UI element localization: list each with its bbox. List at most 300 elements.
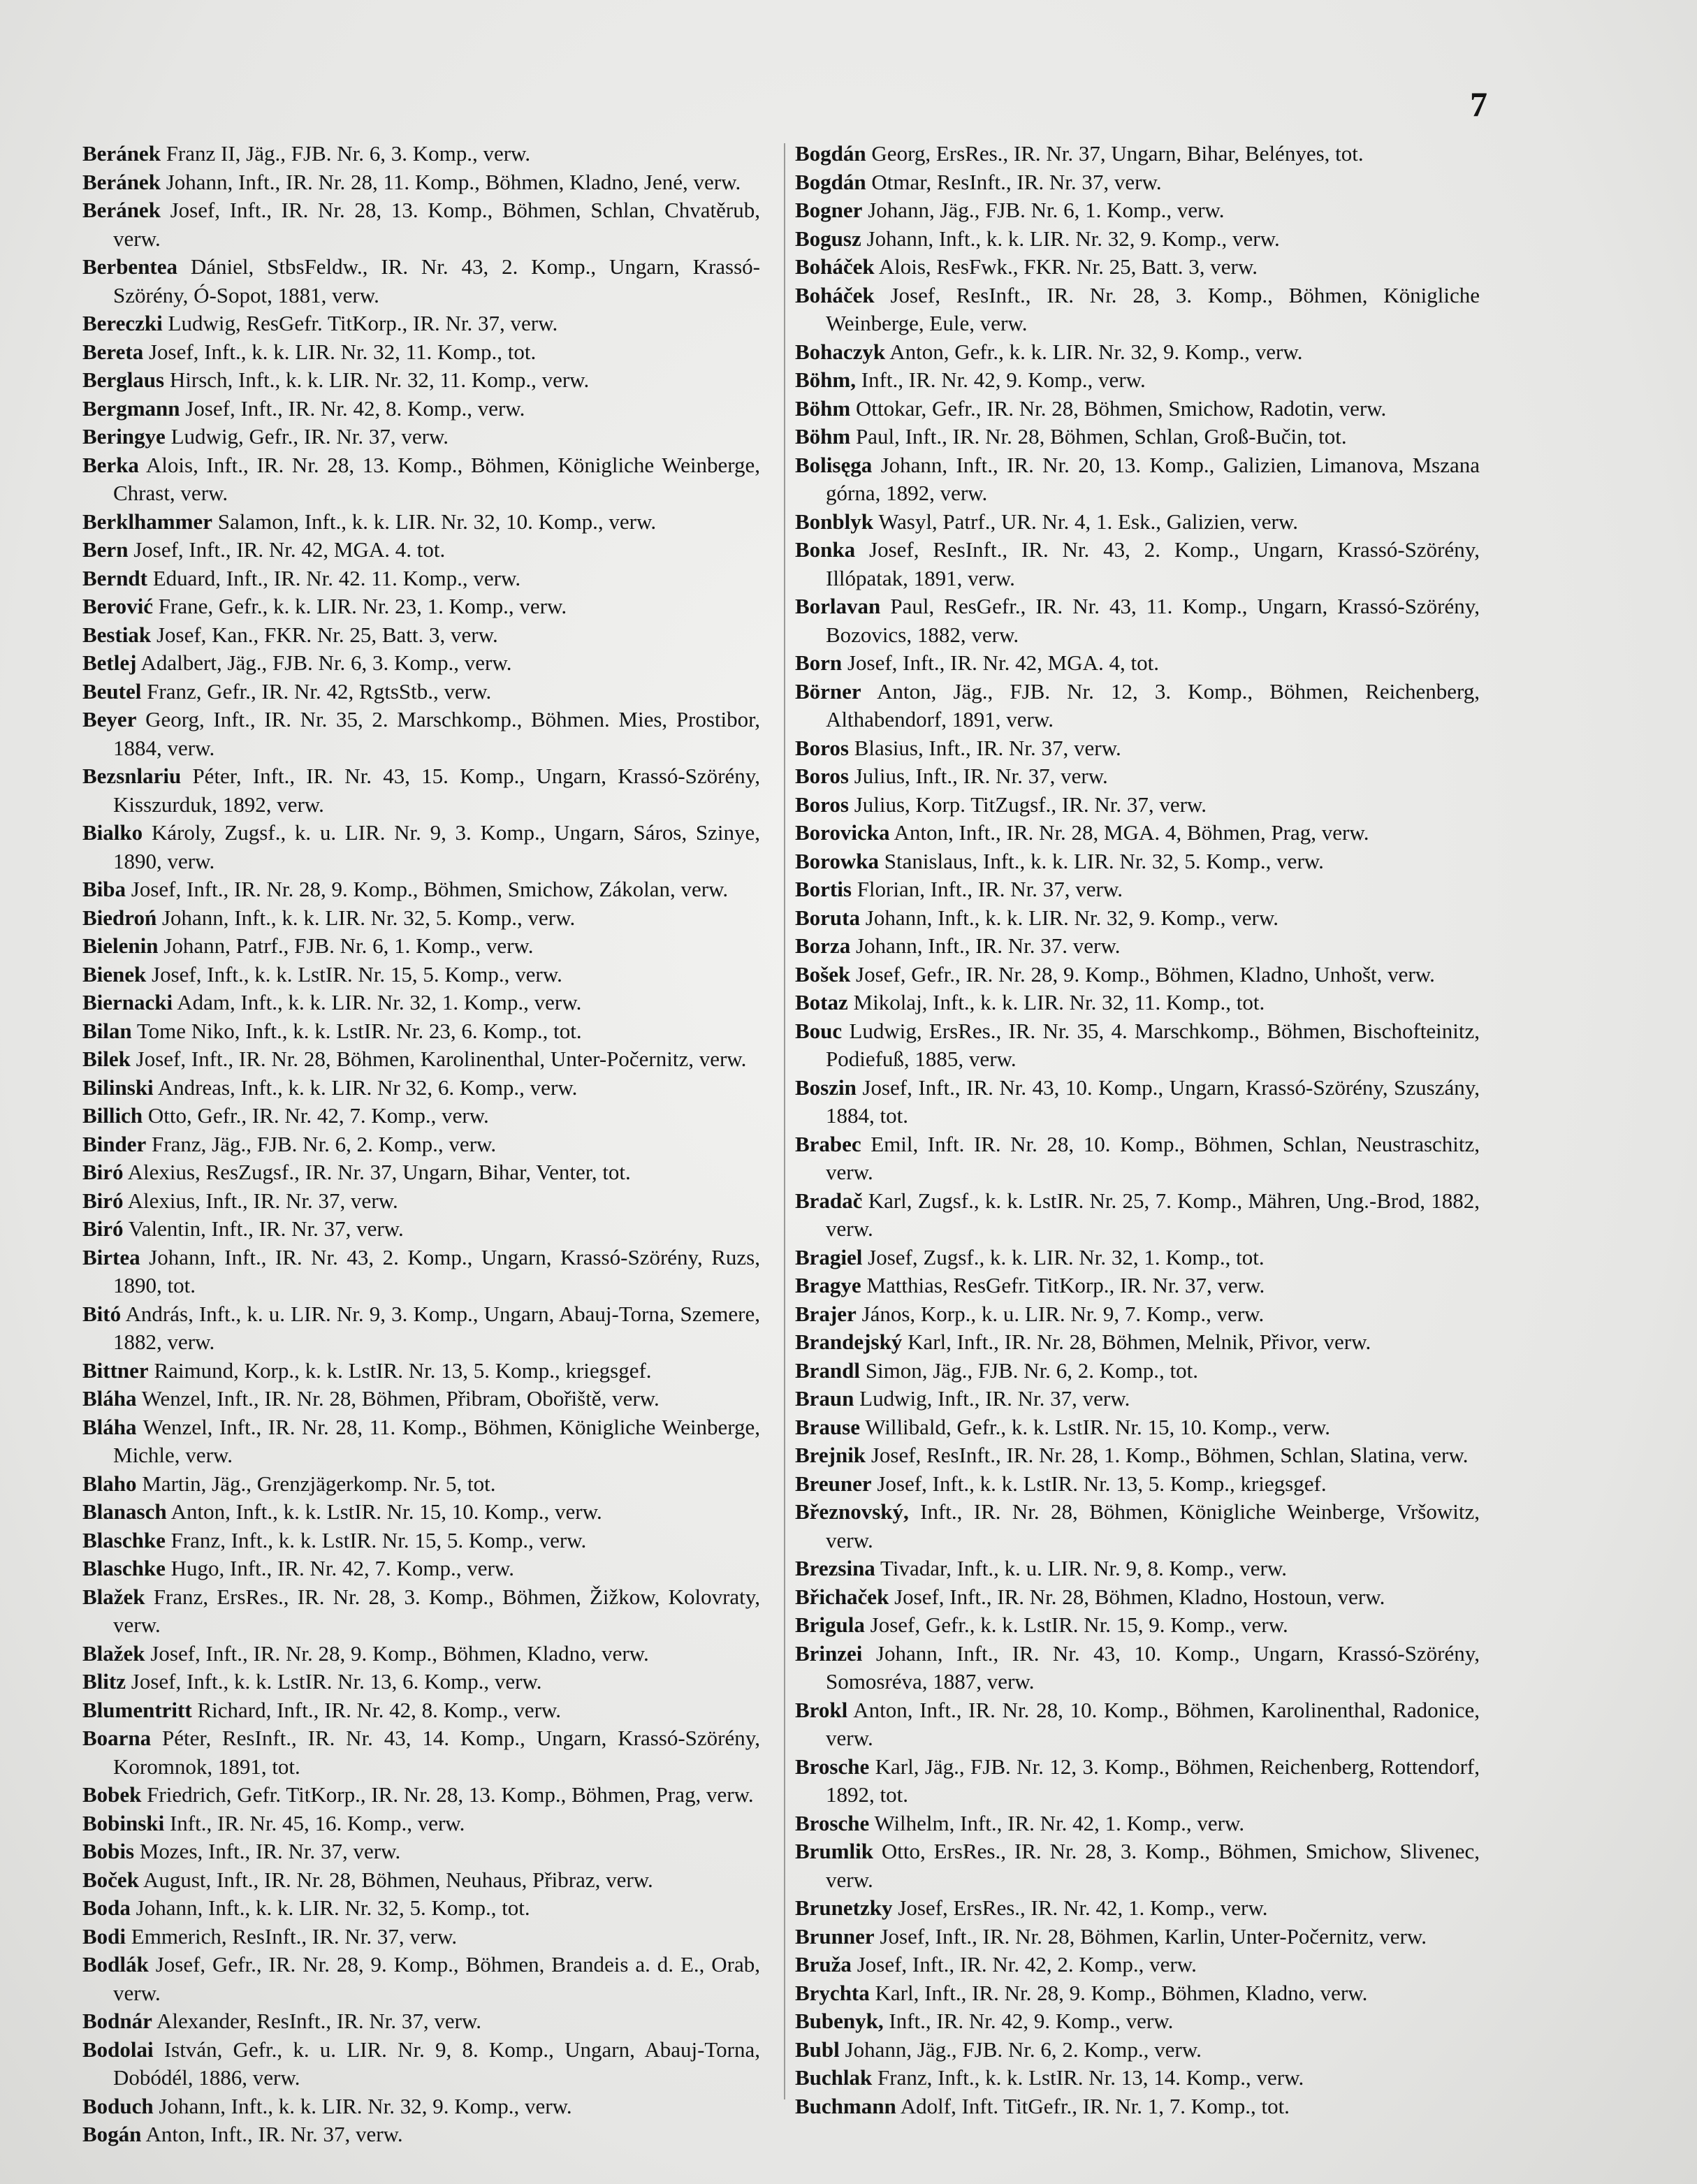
entry-details: Johann, Inft., k. k. LIR. Nr. 32, 5. Komp., tot. [136, 1895, 530, 1920]
list-entry [82, 1951, 760, 2007]
list-entry [82, 819, 760, 875]
entry-surname: Bradač [795, 1188, 863, 1213]
entry-details: Emmerich, ResInft., IR. Nr. 37, verw. [131, 1923, 458, 1949]
entry-details: Franz, ErsRes., IR. Nr. 28, 3. Komp., Böhmen, Žižkow, Kolovraty, verw. [113, 1584, 761, 1637]
entry-surname: Bern [82, 537, 129, 562]
list-entry [795, 168, 1480, 197]
entry-surname: Blanasch [82, 1499, 167, 1524]
entry-details: Willibald, Gefr., k. k. LstIR. Nr. 15, 10. Komp., verw. [865, 1414, 1330, 1439]
entry-details: Julius, Inft., IR. Nr. 37, verw. [854, 764, 1108, 788]
entry-details: Josef, Zugsf., k. k. LIR. Nr. 32, 1. Komp., tot. [868, 1244, 1265, 1269]
entry-details: Anton, Inft., IR. Nr. 37, verw. [145, 2122, 403, 2146]
list-entry [795, 791, 1480, 820]
entry-details: Wenzel, Inft., IR. Nr. 28, 11. Komp., Böhmen, Königliche Weinberge, Michle, verw. [113, 1414, 760, 1467]
entry-surname: Brinzei [795, 1640, 863, 1666]
list-entry [82, 1300, 760, 1357]
entry-details: Tome Niko, Inft., k. k. LstIR. Nr. 23, 6. Komp., tot. [136, 1018, 582, 1043]
list-entry [795, 395, 1480, 423]
entry-surname: Boduch [82, 2093, 154, 2118]
list-entry [795, 1555, 1480, 1583]
list-entry [82, 536, 760, 565]
entry-details: Ludwig, Inft., IR. Nr. 37, verw. [859, 1386, 1130, 1411]
entry-details: Emil, Inft. IR. Nr. 28, 10. Komp., Böhmen, Schlan, Neustraschitz, verw. [826, 1131, 1480, 1184]
entry-surname: Biba [82, 877, 126, 901]
entry-details: August, Inft., IR. Nr. 28, Böhmen, Neuhaus, Přibraz, verw. [143, 1867, 653, 1892]
list-entry [82, 508, 760, 537]
entry-surname: Brunner [795, 1923, 875, 1949]
entry-surname: Bobek [82, 1782, 142, 1807]
entry-details: Péter, Inft., IR. Nr. 43, 15. Komp., Ungarn, Krassó-Szörény, Kisszurduk, 1892, verw. [113, 764, 760, 817]
list-entry [795, 1470, 1480, 1499]
list-entry [795, 423, 1480, 451]
entry-surname: Bialko [82, 820, 143, 845]
entry-details: Johann, Inft., k. k. LIR. Nr. 32, 9. Komp., verw. [865, 905, 1279, 930]
entry-details: Paul, Inft., IR. Nr. 28, Böhmen, Schlan, Groß-Bučin, tot. [856, 424, 1347, 449]
entry-details: Johann, Inft., k. k. LIR. Nr. 32, 5. Komp., verw. [161, 905, 576, 930]
list-entry [82, 451, 760, 508]
entry-surname: Boszin [795, 1075, 857, 1100]
list-entry [795, 2064, 1480, 2092]
entry-details: Josef, Inft., IR. Nr. 42, MGA. 4, tot. [847, 650, 1159, 675]
list-entry [795, 1810, 1480, 1838]
entry-surname: Bragiel [795, 1244, 863, 1269]
entry-surname: Brokl [795, 1697, 848, 1722]
entry-details: Franz, Gefr., IR. Nr. 42, RgtsStb., verw. [147, 678, 492, 704]
entry-surname: Brandl [795, 1357, 861, 1383]
list-entry [795, 1923, 1480, 1951]
entry-surname: Bereczki [82, 311, 163, 335]
entry-details: Alois, Inft., IR. Nr. 28, 13. Komp., Böhmen, Königliche Weinberge, Chrast, verw. [113, 452, 760, 505]
entry-surname: Bilinski [82, 1075, 154, 1100]
entry-details: Franz II, Jäg., FJB. Nr. 6, 3. Komp., verw. [166, 141, 531, 166]
entry-details: Stanislaus, Inft., k. k. LIR. Nr. 32, 5. Komp., verw. [884, 848, 1324, 873]
entry-details: Josef, Inft., k. k. LstIR. Nr. 13, 5. Komp., kriegsgef. [877, 1471, 1327, 1496]
entry-details: Johann, Inft., IR. Nr. 43, 2. Komp., Ungarn, Krassó-Szörény, Ruzs, 1890, tot. [113, 1244, 760, 1297]
entry-surname: Brabec [795, 1131, 861, 1156]
entry-details: Otmar, ResInft., IR. Nr. 37, verw. [871, 169, 1162, 194]
entry-surname: Binder [82, 1131, 147, 1156]
list-entry [82, 762, 760, 819]
entry-surname: Beutel [82, 678, 142, 704]
entry-surname: Boros [795, 792, 849, 817]
list-entry [795, 1640, 1480, 1696]
entry-surname: Beránek [82, 198, 161, 222]
entry-surname: Boda [82, 1895, 131, 1920]
list-entry [795, 1837, 1480, 1894]
entry-surname: Böhm [795, 424, 851, 449]
entry-surname: Bubl [795, 2037, 840, 2062]
entry-surname: Blaschke [82, 1527, 166, 1552]
entry-surname: Billich [82, 1103, 143, 1128]
entry-details: Ludwig, Gefr., IR. Nr. 37, verw. [170, 424, 449, 449]
entry-details: Inft., IR. Nr. 42, 9. Komp., verw. [861, 367, 1146, 392]
entry-surname: Biró [82, 1216, 124, 1241]
entry-surname: Berklhammer [82, 509, 212, 534]
entry-details: Adalbert, Jäg., FJB. Nr. 6, 3. Komp., verw. [140, 650, 512, 675]
entry-details: Karl, Inft., IR. Nr. 28, Böhmen, Melnik, Přivor, verw. [908, 1330, 1371, 1354]
list-entry [795, 366, 1480, 395]
list-entry [795, 1328, 1480, 1357]
list-entry [82, 649, 760, 678]
entry-surname: Bruža [795, 1952, 852, 1976]
entry-details: Josef, Inft., IR. Nr. 28, 9. Komp., Böhmen, Smichow, Zákolan, verw. [131, 877, 729, 901]
entry-details: Johann, Inft., IR. Nr. 37. verw. [855, 933, 1121, 958]
entry-details: Wenzel, Inft., IR. Nr. 28, Böhmen, Přibram, Obořiště, verw. [141, 1386, 660, 1411]
entry-details: Salamon, Inft., k. k. LIR. Nr. 32, 10. Komp., verw. [217, 509, 657, 534]
entry-details: Adolf, Inft. TitGefr., IR. Nr. 1, 7. Komp., tot. [900, 2093, 1290, 2118]
entry-surname: Boros [795, 735, 849, 760]
entry-details: Andreas, Inft., k. k. LIR. Nr 32, 6. Komp., verw. [157, 1075, 578, 1100]
entry-surname: Bobis [82, 1839, 135, 1863]
list-entry [82, 1894, 760, 1923]
list-entry [82, 1074, 760, 1102]
list-entry [82, 2036, 760, 2092]
entry-surname: Brezsina [795, 1556, 875, 1580]
entry-surname: Brigula [795, 1612, 865, 1637]
list-entry [82, 338, 760, 367]
list-entry [795, 819, 1480, 847]
entry-details: Josef, Inft., k. k. LstIR. Nr. 13, 6. Komp., verw. [131, 1669, 542, 1694]
entry-details: Josef, Gefr., k. k. LstIR. Nr. 15, 9. Komp., verw. [870, 1612, 1288, 1637]
entry-details: Ludwig, ErsRes., IR. Nr. 35, 4. Marschkomp., Böhmen, Bischofteinitz, Podiefuß, 1885, verw. [826, 1018, 1480, 1071]
list-entry [795, 1583, 1480, 1612]
list-entry [82, 1244, 760, 1300]
entry-details: János, Korp., k. u. LIR. Nr. 9, 7. Komp., verw. [861, 1301, 1265, 1326]
list-entry [82, 1357, 760, 1385]
entry-surname: Beránek [82, 169, 161, 194]
list-entry [795, 1413, 1480, 1442]
entry-details: Anton, Inft., k. k. LstIR. Nr. 15, 10. Komp., verw. [170, 1499, 602, 1524]
list-entry [82, 1130, 760, 1159]
entry-surname: Bitó [82, 1301, 122, 1326]
entry-details: Wilhelm, Inft., IR. Nr. 42, 1. Komp., verw. [874, 1810, 1245, 1835]
entry-surname: Beyer [82, 707, 137, 731]
entry-surname: Bereta [82, 339, 144, 364]
entry-surname: Boros [795, 764, 849, 788]
list-entry [795, 1894, 1480, 1923]
entry-details: Josef, Inft., IR. Nr. 42, 2. Komp., verw. [857, 1952, 1197, 1976]
entry-surname: Boarna [82, 1726, 152, 1750]
list-entry [795, 2007, 1480, 2036]
entry-details: Josef, ResInft., IR. Nr. 28, 1. Komp., Böhmen, Schlan, Slatina, verw. [871, 1443, 1469, 1467]
entry-details: Georg, Inft., IR. Nr. 35, 2. Marschkomp., Böhmen. Mies, Prostibor, 1884, verw. [113, 707, 760, 760]
entry-details: Franz, Inft., k. k. LstIR. Nr. 15, 5. Komp., verw. [170, 1527, 587, 1552]
entry-details: Péter, ResInft., IR. Nr. 43, 14. Komp., Ungarn, Krassó-Szörény, Koromnok, 1891, tot. [113, 1726, 760, 1779]
entry-details: Josef, Gefr., IR. Nr. 28, 9. Komp., Böhmen, Brandeis a. d. E., Orab, verw. [113, 1952, 761, 2005]
list-entry [82, 932, 760, 961]
entry-details: Ludwig, ResGefr. TitKorp., IR. Nr. 37, verw. [168, 311, 558, 335]
list-entry [795, 989, 1480, 1017]
list-entry [82, 1527, 760, 1555]
entry-surname: Bergmann [82, 395, 180, 421]
entry-surname: Botaz [795, 990, 848, 1014]
list-entry [82, 1498, 760, 1527]
entry-surname: Berglaus [82, 367, 165, 392]
entry-surname: Biró [82, 1160, 124, 1184]
page-number: 7 [1470, 85, 1487, 124]
entry-details: Matthias, ResGefr. TitKorp., IR. Nr. 37, verw. [866, 1273, 1265, 1297]
entry-surname: Berka [82, 452, 139, 477]
entry-details: Otto, Gefr., IR. Nr. 42, 7. Komp., verw. [147, 1103, 489, 1128]
entry-surname: Bielenin [82, 933, 159, 958]
entry-details: Georg, ErsRes., IR. Nr. 37, Ungarn, Bihar, Belényes, tot. [871, 141, 1364, 166]
entry-details: Johann, Inft., IR. Nr. 20, 13. Komp., Galizien, Limanova, Mszana górna, 1892, verw. [826, 452, 1480, 505]
entry-details: Karl, Inft., IR. Nr. 28, 9. Komp., Böhmen, Kladno, verw. [875, 1980, 1368, 2005]
entry-details: Mikolaj, Inft., k. k. LIR. Nr. 32, 11. Komp., tot. [853, 990, 1265, 1014]
entry-surname: Bláha [82, 1414, 137, 1439]
entry-surname: Blažek [82, 1584, 145, 1609]
list-entry [82, 1923, 760, 1951]
entry-surname: Biernacki [82, 990, 173, 1014]
list-entry [795, 1187, 1480, 1244]
list-entry [795, 140, 1480, 168]
entry-details: Hirsch, Inft., k. k. LIR. Nr. 32, 11. Komp., verw. [169, 367, 590, 392]
entry-surname: Brumlik [795, 1839, 873, 1863]
entry-details: Josef, Inft., IR. Nr. 42, MGA. 4. tot. [133, 537, 446, 562]
entry-surname: Bonka [795, 537, 856, 562]
list-entry [795, 1696, 1480, 1753]
list-entry [795, 1074, 1480, 1130]
list-entry [82, 1866, 760, 1895]
entry-surname: Brosche [795, 1754, 870, 1779]
list-entry [795, 253, 1480, 282]
entry-details: Josef, Inft., IR. Nr. 28, Böhmen, Kladno, Hostoun, verw. [894, 1584, 1385, 1609]
list-entry [82, 1385, 760, 1413]
entry-surname: Bilan [82, 1018, 132, 1043]
entry-details: Franz, Inft., k. k. LstIR. Nr. 13, 14. Komp., verw. [877, 2065, 1304, 2090]
entry-surname: Bohaczyk [795, 339, 886, 364]
list-entry [795, 961, 1480, 989]
list-entry [82, 168, 760, 197]
entry-surname: Bogusz [795, 226, 861, 251]
list-entry [795, 1272, 1480, 1300]
entry-details: Johann, Jäg., FJB. Nr. 6, 1. Komp., verw. [868, 198, 1225, 222]
entry-surname: Blaschke [82, 1556, 166, 1580]
right-column [795, 140, 1480, 2120]
list-entry [82, 904, 760, 933]
entry-details: Franz, Jäg., FJB. Nr. 6, 2. Komp., verw. [152, 1131, 497, 1156]
entry-surname: Born [795, 650, 843, 675]
entry-surname: Brejnik [795, 1443, 866, 1467]
entry-surname: Březnovský, [795, 1499, 909, 1524]
entry-surname: Bodi [82, 1923, 126, 1949]
list-entry [82, 1583, 760, 1640]
entry-details: Hugo, Inft., IR. Nr. 42, 7. Komp., verw. [170, 1556, 514, 1580]
entry-details: Alois, ResFwk., FKR. Nr. 25, Batt. 3, verw. [878, 254, 1258, 279]
entry-surname: Borlavan [795, 594, 881, 618]
entry-surname: Bonblyk [795, 509, 874, 534]
entry-details: Florian, Inft., IR. Nr. 37, verw. [857, 877, 1123, 901]
entry-surname: Brajer [795, 1301, 857, 1326]
entry-details: István, Gefr., k. u. LIR. Nr. 9, 8. Komp., Ungarn, Abauj-Torna, Dobódél, 1886, verw. [113, 2037, 761, 2090]
entry-surname: Böhm, [795, 367, 856, 392]
entry-surname: Bogdán [795, 141, 866, 166]
list-entry [795, 1385, 1480, 1413]
entry-surname: Buchmann [795, 2093, 896, 2118]
entry-surname: Bláha [82, 1386, 137, 1411]
entry-surname: Bodolai [82, 2037, 154, 2062]
list-entry [795, 536, 1480, 592]
list-entry [82, 395, 760, 423]
entry-details: Adam, Inft., k. k. LIR. Nr. 32, 1. Komp., verw. [177, 990, 582, 1014]
entry-surname: Brychta [795, 1980, 870, 2005]
entry-details: Simon, Jäg., FJB. Nr. 6, 2. Komp., tot. [865, 1357, 1199, 1383]
entry-surname: Bodlák [82, 1952, 149, 1976]
entry-details: Inft., IR. Nr. 45, 16. Komp., verw. [169, 1810, 465, 1835]
entry-details: Anton, Gefr., k. k. LIR. Nr. 32, 9. Komp., verw. [889, 339, 1303, 364]
entry-details: Johann, Patrf., FJB. Nr. 6, 1. Komp., verw. [163, 933, 534, 958]
list-entry [795, 1300, 1480, 1329]
entry-details: Alexander, ResInft., IR. Nr. 37, verw. [156, 2009, 482, 2033]
list-entry [82, 1187, 760, 1216]
entry-details: Josef, Inft., IR. Nr. 28, Böhmen, Karolinenthal, Unter-Počernitz, verw. [136, 1047, 747, 1071]
list-entry [795, 734, 1480, 763]
list-entry [82, 592, 760, 621]
list-entry [82, 423, 760, 451]
entry-details: Friedrich, Gefr. TitKorp., IR. Nr. 28, 13. Komp., Böhmen, Prag, verw. [147, 1782, 754, 1807]
entry-details: Johann, Jäg., FJB. Nr. 6, 2. Komp., verw. [845, 2037, 1202, 2062]
entry-surname: Borovicka [795, 820, 890, 845]
list-entry [795, 508, 1480, 537]
list-entry [82, 310, 760, 338]
entry-details: Josef, Inft., IR. Nr. 28, 9. Komp., Böhmen, Kladno, verw. [150, 1640, 649, 1666]
entry-surname: Bortis [795, 877, 852, 901]
entry-details: Karl, Zugsf., k. k. LstIR. Nr. 25, 7. Komp., Mähren, Ung.-Brod, 1882, verw. [826, 1188, 1480, 1241]
entry-surname: Bubenyk, [795, 2009, 884, 2033]
list-entry [795, 1244, 1480, 1272]
entry-surname: Buchlak [795, 2065, 873, 2090]
list-entry [82, 678, 760, 706]
list-entry [82, 1215, 760, 1244]
entry-details: András, Inft., k. u. LIR. Nr. 9, 3. Komp., Ungarn, Abauj-Torna, Szemere, 1882, verw. [113, 1301, 761, 1354]
entry-surname: Bogdán [795, 169, 866, 194]
entry-surname: Boháček [795, 282, 875, 307]
list-entry [795, 678, 1480, 734]
entry-surname: Borza [795, 933, 851, 958]
list-entry [795, 875, 1480, 904]
entry-details: Eduard, Inft., IR. Nr. 42. 11. Komp., verw. [152, 565, 521, 590]
entry-details: Alexius, Inft., IR. Nr. 37, verw. [127, 1188, 398, 1213]
entry-details: Josef, Gefr., IR. Nr. 28, 9. Komp., Böhmen, Kladno, Unhošt, verw. [856, 961, 1435, 987]
entry-surname: Bogner [795, 198, 863, 222]
entry-surname: Blaho [82, 1471, 137, 1496]
list-entry [795, 225, 1480, 254]
entry-surname: Berndt [82, 565, 147, 590]
list-entry [82, 1696, 760, 1725]
list-entry [82, 1017, 760, 1046]
entry-surname: Beringye [82, 424, 166, 449]
list-entry [795, 1017, 1480, 1074]
list-entry [82, 1158, 760, 1187]
entry-details: Josef, Inft., IR. Nr. 43, 10. Komp., Ungarn, Krassó-Szörény, Szuszány, 1884, tot. [826, 1075, 1480, 1128]
entry-surname: Brandejský [795, 1330, 903, 1354]
list-entry [795, 1979, 1480, 2008]
left-column [82, 140, 760, 2149]
list-entry [795, 2092, 1480, 2121]
entry-details: Anton, Jäg., FJB. Nr. 12, 3. Komp., Böhmen, Reichenberg, Althabendorf, 1891, verw. [826, 678, 1480, 731]
entry-details: Johann, Inft., IR. Nr. 43, 10. Komp., Ungarn, Krassó-Szörény, Somosréva, 1887, verw. [826, 1640, 1480, 1694]
list-entry [795, 1441, 1480, 1470]
list-entry [82, 1102, 760, 1130]
list-entry [82, 2092, 760, 2121]
entry-surname: Beránek [82, 141, 161, 166]
list-entry [795, 1611, 1480, 1640]
list-entry [795, 649, 1480, 678]
list-entry [82, 1781, 760, 1810]
list-entry [82, 1555, 760, 1583]
list-entry [795, 2036, 1480, 2065]
entry-surname: Bošek [795, 961, 851, 987]
list-entry [795, 847, 1480, 876]
entry-surname: Borowka [795, 848, 880, 873]
entry-surname: Birtea [82, 1244, 140, 1269]
entry-details: Inft., IR. Nr. 28, Böhmen, Königliche Weinberge, Vršowitz, verw. [826, 1499, 1480, 1552]
list-entry [82, 2007, 760, 2036]
list-entry [82, 1668, 760, 1696]
entry-details: Richard, Inft., IR. Nr. 42, 8. Komp., verw. [197, 1697, 562, 1722]
entry-surname: Biró [82, 1188, 124, 1213]
list-entry [795, 1753, 1480, 1810]
list-entry [82, 989, 760, 1017]
list-entry [82, 1045, 760, 1074]
entry-surname: Biedroń [82, 905, 157, 930]
entry-details: Anton, Inft., IR. Nr. 28, MGA. 4, Böhmen, Prag, verw. [894, 820, 1369, 845]
entry-details: Josef, Kan., FKR. Nr. 25, Batt. 3, verw. [156, 622, 498, 647]
entry-surname: Berović [82, 594, 154, 618]
entry-surname: Bogán [82, 2122, 142, 2146]
entry-details: Alexius, ResZugsf., IR. Nr. 37, Ungarn, Bihar, Venter, tot. [127, 1160, 631, 1184]
entry-surname: Blumentritt [82, 1697, 192, 1722]
list-entry [795, 196, 1480, 225]
entry-surname: Bragye [795, 1273, 861, 1297]
list-entry [82, 253, 760, 310]
entry-details: Karl, Jäg., FJB. Nr. 12, 3. Komp., Böhmen, Reichenberg, Rottendorf, 1892, tot. [826, 1754, 1480, 1807]
entry-surname: Breuner [795, 1471, 872, 1496]
entry-surname: Böhm [795, 395, 851, 421]
list-entry [82, 961, 760, 989]
entry-details: Blasius, Inft., IR. Nr. 37, verw. [854, 735, 1121, 760]
entry-surname: Berbentea [82, 254, 178, 279]
list-entry [82, 565, 760, 593]
list-entry [795, 282, 1480, 338]
entry-surname: Bittner [82, 1357, 149, 1383]
list-entry [795, 1951, 1480, 1979]
list-entry [795, 932, 1480, 961]
entry-details: Johann, Inft., IR. Nr. 28, 11. Komp., Böhmen, Kladno, Jené, verw. [166, 169, 741, 194]
entry-details: Josef, Inft., IR. Nr. 42, 8. Komp., verw. [185, 395, 525, 421]
list-entry [82, 1470, 760, 1499]
list-entry [82, 706, 760, 762]
entry-details: Tivadar, Inft., k. u. LIR. Nr. 9, 8. Komp., verw. [880, 1556, 1287, 1580]
entry-surname: Blažek [82, 1640, 145, 1666]
entry-details: Frane, Gefr., k. k. LIR. Nr. 23, 1. Komp., verw. [158, 594, 567, 618]
entry-surname: Bouc [795, 1018, 843, 1043]
list-entry [795, 1357, 1480, 1385]
entry-details: Josef, ErsRes., IR. Nr. 42, 1. Komp., verw. [898, 1895, 1268, 1920]
list-entry [795, 762, 1480, 791]
list-entry [82, 366, 760, 395]
list-entry [795, 1498, 1480, 1555]
list-entry [82, 875, 760, 904]
entry-surname: Boček [82, 1867, 139, 1892]
entry-surname: Bolisęga [795, 452, 873, 477]
entry-details: Raimund, Korp., k. k. LstIR. Nr. 13, 5. Komp., kriegsgef. [154, 1357, 652, 1383]
entry-surname: Brunetzky [795, 1895, 893, 1920]
entry-details: Josef, Inft., IR. Nr. 28, Böhmen, Karlin, Unter-Počernitz, verw. [880, 1923, 1427, 1949]
entry-surname: Bobinski [82, 1810, 165, 1835]
entry-surname: Boháček [795, 254, 875, 279]
entry-surname: Brosche [795, 1810, 870, 1835]
